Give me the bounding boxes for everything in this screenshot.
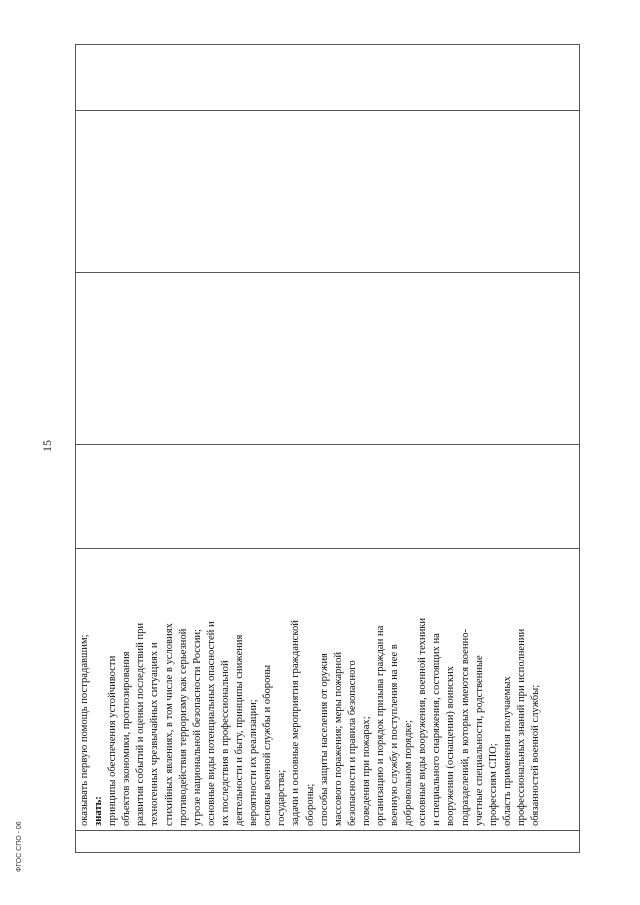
text-line: государства; <box>276 769 288 826</box>
text-line: учетные специальности, родственные <box>473 655 485 826</box>
text-line: обороны; <box>304 783 316 826</box>
text-line: область применения получаемых <box>501 676 513 826</box>
text-line: основные виды потенциальных опасностей и <box>205 621 217 826</box>
table-cell-empty <box>76 45 580 111</box>
text-line: угрозе национальной безопасности России; <box>191 629 203 826</box>
text-line: безопасности и правила безопасного <box>346 660 358 826</box>
text-line: добровольном порядке; <box>403 719 415 826</box>
footer-label: ФГОС СПО - 06 <box>16 821 23 872</box>
text-line: оказывать первую помощь пострадавшим; <box>79 634 90 826</box>
text-line: стихийных явлениях, в том числе в условиях <box>163 623 175 826</box>
text-line: обязанностей военной службы; <box>530 684 541 826</box>
text-line: организацию и порядок призыва граждан на <box>374 625 386 826</box>
table-cell-index <box>76 831 580 853</box>
section-heading: знать: <box>93 796 105 826</box>
table-cell-empty <box>76 273 580 445</box>
text-line: противодействия терроризму как серьезной <box>177 628 189 826</box>
page-number: 15 <box>40 440 54 452</box>
text-line: основы военной службы и обороны <box>262 664 274 826</box>
text-line: задачи и основные мероприятия гражданской <box>290 620 302 826</box>
text-line: способы защиты населения от оружия <box>318 653 330 826</box>
rotated-page <box>75 45 580 853</box>
table-row <box>76 45 580 853</box>
text-line: вероятности их реализации; <box>248 699 260 826</box>
text-line: их последствия в профессиональной <box>219 660 231 826</box>
text-line: развития событий и оценки последствий при <box>135 622 147 826</box>
text-line: объектов экономики, прогнозирования <box>121 651 133 826</box>
text-line: профессиям СПО; <box>487 743 499 826</box>
text-line: техногенных чрезвычайных ситуациях и <box>149 642 161 826</box>
table-cell-empty <box>76 111 580 273</box>
text-line: поведения при пожарах; <box>360 716 372 826</box>
content-text <box>78 553 543 826</box>
text-line: основные виды вооружения, военной техники <box>417 617 429 826</box>
text-line: профессиональных знаний при исполнении <box>515 628 527 826</box>
document-table <box>75 44 580 853</box>
table-cell-content <box>76 549 580 831</box>
text-line: деятельности и быту, принципы снижения <box>234 634 246 826</box>
text-line: подразделений, в которых имеются военно- <box>459 628 471 826</box>
text-line: массового поражения; меры пожарной <box>332 651 344 826</box>
text-line: принципы обеспечения устойчивости <box>107 655 119 826</box>
table-cell-empty <box>76 445 580 549</box>
text-line: военную службу и поступления на нее в <box>389 644 401 826</box>
text-line: вооружении (оснащении) воинских <box>445 666 457 826</box>
text-line: и специального снаряжения, состоящих на <box>431 633 443 826</box>
